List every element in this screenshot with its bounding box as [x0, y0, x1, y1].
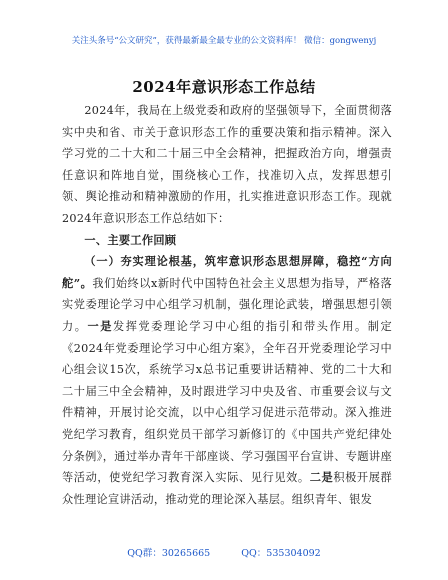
paragraph-text: 我们始终以x新时代中国特色社会主义思想为指导，严格落实党委理论学习中心组学习机制，强化理论武装，增强思想引领力。: [62, 276, 392, 333]
document-title: 2024年意识形态工作总结: [132, 78, 316, 96]
paragraph-text: 积极开展群众性理论宣讲活动，推动党的理论深入基层。组织青年、银发: [62, 471, 392, 506]
section-heading: 一、主要工作回顾: [84, 232, 177, 247]
subsection-heading: （一）夯实理论根基，筑牢意识形态思想屏障，稳控“方向舵”。: [62, 254, 392, 290]
contact-footer: [0, 545, 448, 559]
qq-label: QQ：535304092: [241, 548, 321, 559]
document-body: [62, 100, 392, 510]
intro-paragraph: 2024年，我局在上级党委和政府的坚强领导下，全面贯彻落实中央和省、市关于意识形态工作的重要决策和指示精神。深入学习党的二十大和二十届三中全会精神，把握政治方向，增强责任意识和阵地自觉，围绕核心工作，找准切入点，发挥思想引领、舆论推动和精神激励的作用，扎实推进意识形态工作。现就2024年意识形态工作总结如下：: [62, 104, 392, 225]
point-marker: 二是: [309, 470, 334, 485]
promo-banner: 关注头条号“公文研究”，获得最新最全最专业的公文资料库！ 微信：gongwenyj: [71, 36, 377, 46]
subsection-paragraph: [62, 251, 392, 510]
paragraph-text: 发挥党委理论学习中心组的指引和带头作用。制定《2024年党委理论学习中心组方案》，全年召开党委理论学习中心组会议15次，系统学习x总书记重要讲话精神、党的二十大和二十届三中全会精神，及时跟进学习中央及省、市重要会议与文件精神，开展讨论交流，以中心组学习促进示范带动。深入推进党纪学习教育，组织党员干部学习新修订的《中国共产党纪律处分条例》，通过举办青年干部座谈、学习强国平台宣讲、专题讲座等活动，使党纪学习教育深入实际、见行见效。: [62, 319, 392, 485]
point-marker: 一是: [87, 318, 113, 333]
qq-group-label: QQ群：30265665: [127, 548, 211, 559]
